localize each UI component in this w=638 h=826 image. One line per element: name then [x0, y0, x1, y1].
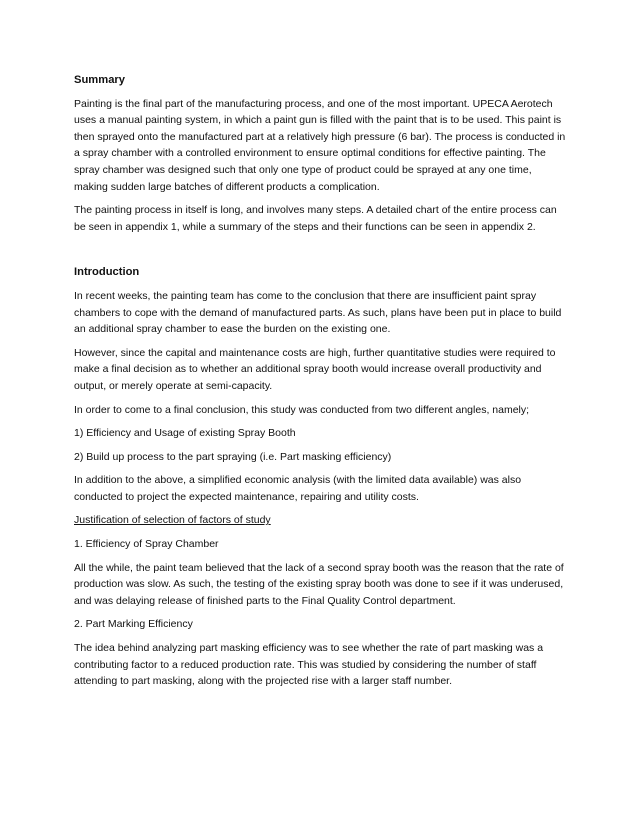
factor-1-text: All the while, the paint team believed that the lack of a second spray booth was the reason that the rate of production was slow. As such, the testing of the existing spray booth was done to see if it was underused, and was delaying release of finished parts to the Final Quality Control department. [74, 561, 564, 607]
introduction-paragraph-1: In recent weeks, the painting team has come to the conclusion that there are insufficient paint spray chambers to cope with the demand of manufactured parts. As such, plans have been put in place to build an additional spray chamber to ease the burden on the existing one. [74, 289, 562, 336]
section-spacer [74, 242, 566, 264]
summary-paragraph-1: Painting is the final part of the manufacturing process, and one of the most important. UPECA Aerotech uses a manual painting system, in which a paint gun is filled with the paint that is to be used. This paint is then sprayed onto the manufactured part at a relatively high pressure (6 bar). The process is conducted in a spray chamber with a controlled environment to ensure optimal conditions for effective painting. The spray chamber was designed such that only one type of product could be sprayed at any one time, making sudden large batches of different products a complication. [74, 97, 566, 193]
introduction-paragraph-4: In addition to the above, a simplified economic analysis (with the limited data available) was also conducted to project the expected maintenance, repairing and utility costs. [74, 474, 522, 503]
study-angle-2: 2) Build up process to the part spraying (i.e. Part masking efficiency) [74, 450, 392, 463]
document-body [74, 72, 566, 697]
factor-1-title: 1. Efficiency of Spray Chamber [74, 538, 219, 551]
introduction-paragraph-2: However, since the capital and maintenance costs are high, further quantitative studies were required to make a final decision as to whether an additional spray booth would increase overall productivity and output, or merely operate at semi-capacity. [74, 346, 556, 392]
study-angle-1: 1) Efficiency and Usage of existing Spray Booth [74, 427, 296, 440]
summary-heading: Summary [74, 74, 125, 86]
introduction-paragraph-3: In order to come to a final conclusion, this study was conducted from two different angles, namely; [74, 403, 530, 416]
summary-paragraph-2: The painting process in itself is long, and involves many steps. A detailed chart of the entire process can be seen in appendix 1, while a summary of the steps and their functions can be seen in appendix 2. [74, 204, 557, 233]
factor-2-text: The idea behind analyzing part masking efficiency was to see whether the rate of part masking was a contributing factor to a reduced production rate. This was studied by considering the number of staff attending to part masking, along with the projected rise with a larger staff number. [74, 642, 544, 688]
justification-heading: Justification of selection of factors of study [74, 514, 271, 527]
factor-2-title: 2. Part Marking Efficiency [74, 618, 193, 631]
introduction-heading: Introduction [74, 266, 140, 279]
